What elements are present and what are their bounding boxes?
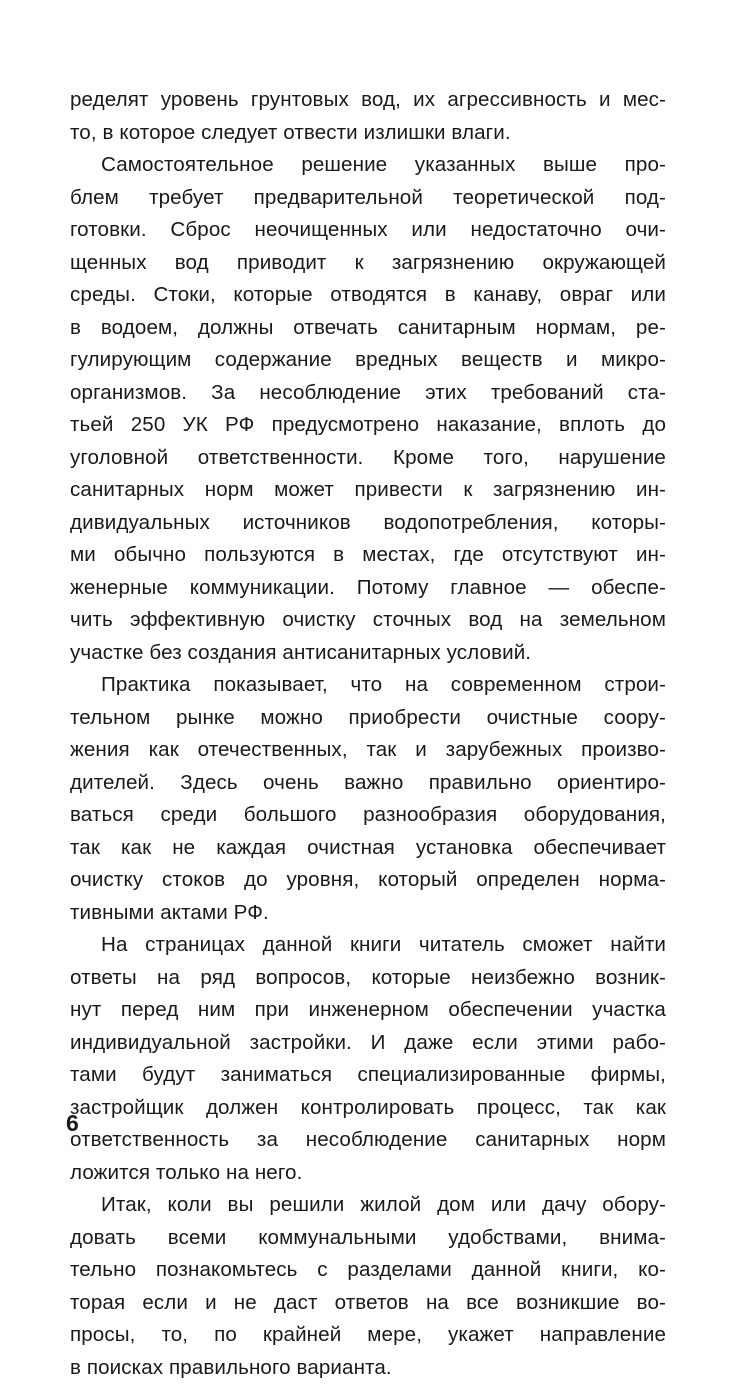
paragraph	[70, 669, 666, 929]
text-line: санитарных норм может привести к загрязнению ин-	[70, 474, 666, 507]
text-line: участке без создания антисанитарных условий.	[70, 637, 666, 670]
book-page-text	[70, 84, 666, 1384]
text-line: торая если и не даст ответов на все возникшие во-	[70, 1287, 666, 1320]
text-line: Самостоятельное решение указанных выше про-	[70, 149, 666, 182]
text-line: гулирующим содержание вредных веществ и микро-	[70, 344, 666, 377]
text-line: тельно познакомьтесь с разделами данной книги, ко-	[70, 1254, 666, 1287]
text-line: готовки. Сброс неочищенных или недостаточно очи-	[70, 214, 666, 247]
text-line: ваться среди большого разнообразия оборудования,	[70, 799, 666, 832]
paragraph	[70, 1189, 666, 1384]
text-line: уголовной ответственности. Кроме того, нарушение	[70, 442, 666, 475]
text-line: то, в которое следует отвести излишки влаги.	[70, 117, 666, 150]
text-line: нут перед ним при инженерном обеспечении участка	[70, 994, 666, 1027]
text-line: ответственность за несоблюдение санитарных норм	[70, 1124, 666, 1157]
text-line: очистку стоков до уровня, который определен норма-	[70, 864, 666, 897]
text-line: дителей. Здесь очень важно правильно ориентиро-	[70, 767, 666, 800]
text-line: Итак, коли вы решили жилой дом или дачу обору-	[70, 1189, 666, 1222]
text-line: просы, то, по крайней мере, укажет направление	[70, 1319, 666, 1352]
text-line: индивидуальной застройки. И даже если этими рабо-	[70, 1027, 666, 1060]
text-line: чить эффективную очистку сточных вод на земельном	[70, 604, 666, 637]
text-line: ложится только на него.	[70, 1157, 666, 1190]
text-line: так как не каждая очистная установка обеспечивает	[70, 832, 666, 865]
text-line: дивидуальных источников водопотребления, которы-	[70, 507, 666, 540]
text-line: На страницах данной книги читатель сможет найти	[70, 929, 666, 962]
text-line: ределят уровень грунтовых вод, их агрессивность и мес-	[70, 84, 666, 117]
text-line: тьей 250 УК РФ предусмотрено наказание, вплоть до	[70, 409, 666, 442]
text-line: тивными актами РФ.	[70, 897, 666, 930]
text-line: организмов. За несоблюдение этих требований ста-	[70, 377, 666, 410]
text-line: довать всеми коммунальными удобствами, внима-	[70, 1222, 666, 1255]
paragraph	[70, 149, 666, 669]
text-line: среды. Стоки, которые отводятся в канаву, овраг или	[70, 279, 666, 312]
text-line: женерные коммуникации. Потому главное — обеспе-	[70, 572, 666, 605]
text-line: в водоем, должны отвечать санитарным нормам, ре-	[70, 312, 666, 345]
text-line: ми обычно пользуются в местах, где отсутствуют ин-	[70, 539, 666, 572]
text-line: ответы на ряд вопросов, которые неизбежно возник-	[70, 962, 666, 995]
text-line: застройщик должен контролировать процесс, так как	[70, 1092, 666, 1125]
text-line: в поисках правильного варианта.	[70, 1352, 666, 1384]
text-line: блем требует предварительной теоретической под-	[70, 182, 666, 215]
text-line: щенных вод приводит к загрязнению окружающей	[70, 247, 666, 280]
text-line: Практика показывает, что на современном строи-	[70, 669, 666, 702]
paragraph	[70, 84, 666, 149]
text-line: тами будут заниматься специализированные фирмы,	[70, 1059, 666, 1092]
page-number: 6	[66, 1108, 79, 1138]
paragraph	[70, 929, 666, 1189]
text-line: тельном рынке можно приобрести очистные соору-	[70, 702, 666, 735]
text-line: жения как отечественных, так и зарубежных произво-	[70, 734, 666, 767]
